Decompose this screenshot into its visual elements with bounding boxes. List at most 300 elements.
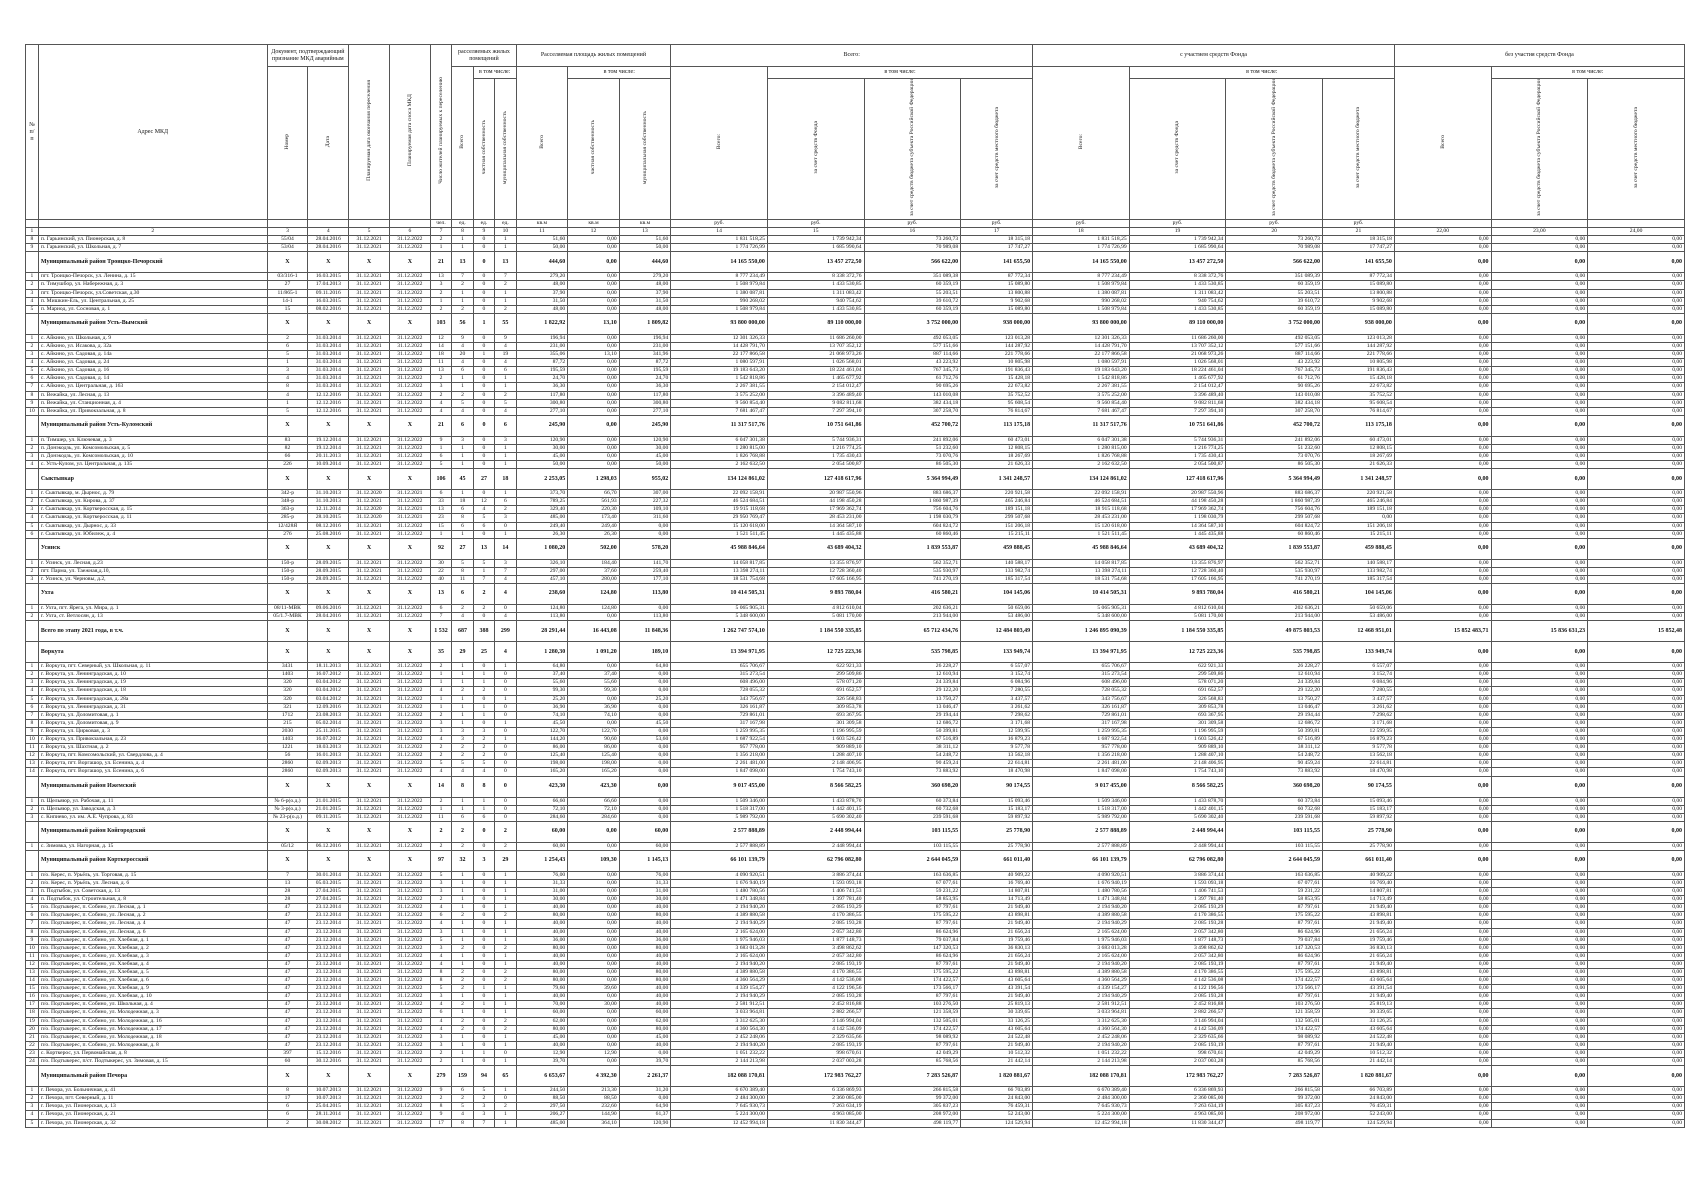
table-cell: 79,60 — [516, 985, 568, 993]
unit-cell: кв.м — [619, 220, 671, 228]
table-cell: 1 — [495, 695, 517, 703]
table-cell: 60,00 — [516, 821, 568, 842]
table-cell: 0,00 — [1491, 469, 1588, 490]
table-cell: 31.12.2021 — [349, 813, 390, 821]
table-cell: 13 — [452, 252, 473, 273]
table-cell: X — [267, 1066, 308, 1087]
table-body — [26, 236, 1685, 1127]
table-cell: 0,00 — [1394, 821, 1491, 842]
unit-cell: кв.м — [568, 220, 620, 228]
table-cell: 4 142 536,09 — [1129, 1025, 1226, 1033]
table-cell: 0 — [495, 679, 517, 687]
table-cell: 239 591,68 — [864, 813, 961, 821]
table-cell: 498 119,77 — [864, 1119, 961, 1127]
table-cell: 0,00 — [1491, 1066, 1588, 1087]
col-area-total-header: Всего — [516, 67, 568, 220]
table-cell: 279 — [430, 1066, 451, 1087]
table-cell: 0 — [473, 1058, 494, 1066]
table-cell: 55,60 — [568, 679, 620, 687]
table-cell: 21 656,24 — [1322, 928, 1394, 936]
table-cell: 60 359,19 — [1226, 305, 1323, 313]
table-cell: 22 — [26, 1041, 39, 1049]
table-cell: 12 725 223,36 — [767, 642, 864, 663]
table-cell: X — [389, 850, 430, 871]
table-cell: 124,80 — [568, 584, 620, 605]
table-row — [26, 727, 1685, 735]
table-cell: 21 949,40 — [961, 920, 1033, 928]
table-cell: 31.12.2022 — [389, 993, 430, 1001]
table-cell: 60 732,68 — [864, 805, 961, 813]
table-row — [26, 977, 1685, 985]
table-cell: 2 — [430, 711, 451, 719]
table-cell: 1 521 511,45 — [1033, 530, 1130, 538]
table-row — [26, 969, 1685, 977]
table-row — [26, 1095, 1685, 1103]
table-cell: 452 700,72 — [1226, 415, 1323, 436]
table-cell: X — [308, 538, 349, 559]
table-cell: 2 057 342,80 — [1129, 952, 1226, 960]
table-cell: 23.12.2014 — [308, 977, 349, 985]
table-cell: 125,40 — [516, 752, 568, 760]
table-cell: 19 183 643,20 — [1033, 367, 1130, 375]
table-cell: 1 — [267, 359, 308, 367]
col-cost-local-header: за счет средств местного бюджета — [961, 79, 1033, 220]
table-cell: 109,30 — [568, 850, 620, 871]
table-cell: 31.12.2022 — [389, 752, 430, 760]
table-cell: 1 603 526,42 — [1129, 736, 1226, 744]
table-cell: 50 399,81 — [864, 727, 961, 735]
table-cell: 31.12.2022 — [389, 842, 430, 850]
table-cell: 7 — [452, 273, 473, 281]
table-cell: 4 — [430, 952, 451, 960]
table-cell: 1 — [495, 289, 517, 297]
address-cell: п/о. Подтыкерес, п. Собино, ул. Молодежная, д. 8 — [38, 1041, 267, 1049]
table-cell: 0 — [473, 452, 494, 460]
table-cell: 1 311 083,42 — [1129, 289, 1226, 297]
table-cell: 66 101 139,79 — [1033, 850, 1130, 871]
table-cell: X — [267, 850, 308, 871]
group-summary-row — [26, 538, 1685, 559]
table-cell: 21 626,33 — [961, 461, 1033, 469]
column-numbers-row — [26, 228, 1685, 236]
table-cell: 47 — [267, 977, 308, 985]
table-cell: 10 751 641,86 — [1129, 415, 1226, 436]
table-cell: 31.12.2021 — [349, 273, 390, 281]
table-cell: 31.12.2022 — [389, 888, 430, 896]
table-cell: 0,00 — [1588, 498, 1685, 506]
table-cell: 0,00 — [568, 1033, 620, 1041]
table-cell: 1 — [473, 679, 494, 687]
table-cell: 6 — [26, 703, 39, 711]
table-cell: 86 505,30 — [864, 461, 961, 469]
table-cell: 175 595,22 — [864, 969, 961, 977]
table-cell: 1 259 995,35 — [671, 727, 768, 735]
table-cell: 45,00 — [619, 1033, 671, 1041]
table-cell: 70,00 — [516, 1001, 568, 1009]
table-cell: 33 126,25 — [961, 1017, 1033, 1025]
table-row — [26, 559, 1685, 567]
table-cell: 43 898,81 — [1322, 969, 1394, 977]
table-cell: 0,00 — [1588, 281, 1685, 289]
table-cell: 0 — [473, 904, 494, 912]
table-cell: 8 338 372,76 — [767, 273, 864, 281]
table-cell: 89 110 000,00 — [1129, 313, 1226, 334]
table-cell: 5 364 994,49 — [864, 469, 961, 490]
table-cell: 3 — [430, 993, 451, 1001]
table-cell: 31.12.2021 — [349, 679, 390, 687]
table-cell: 1 — [452, 711, 473, 719]
table-cell: 43 605,64 — [961, 1025, 1033, 1033]
table-cell: X — [349, 538, 390, 559]
table-cell: 2 644 045,59 — [1226, 850, 1323, 871]
address-cell: п. Гарьинский, ул. Пионерская, д. 8 — [38, 236, 267, 244]
table-cell: 198,00 — [516, 760, 568, 768]
address-cell: Муниципальный район Ижемский — [38, 776, 267, 797]
table-cell: 0,00 — [1491, 1033, 1588, 1041]
table-cell: 0 — [473, 928, 494, 936]
table-cell: X — [389, 821, 430, 842]
table-cell: 1 356 218,00 — [671, 752, 768, 760]
table-cell: 0,00 — [619, 1095, 671, 1103]
table-cell: 31.12.2021 — [349, 977, 390, 985]
table-cell: 14 428 791,70 — [671, 342, 768, 350]
table-cell: 0,00 — [1588, 952, 1685, 960]
address-cell: Воркута — [38, 642, 267, 663]
table-cell: 37,60 — [568, 567, 620, 575]
table-cell: 0,00 — [1491, 498, 1588, 506]
table-cell: 5 065 905,31 — [1033, 605, 1130, 613]
table-cell: 31.12.2021 — [349, 613, 390, 621]
group-summary-row — [26, 313, 1685, 334]
table-cell: 957 778,00 — [671, 744, 768, 752]
table-cell: 0,00 — [1491, 334, 1588, 342]
table-cell: 566 622,00 — [864, 252, 961, 273]
table-cell: 0,00 — [568, 273, 620, 281]
unit-cell: чел. — [430, 220, 451, 228]
table-cell: 21 949,40 — [961, 993, 1033, 1001]
table-cell: 6 084,96 — [1322, 679, 1394, 687]
table-cell: 15 852 483,71 — [1394, 621, 1491, 642]
table-cell: 0 — [473, 879, 494, 887]
table-cell: 0,00 — [1491, 273, 1588, 281]
table-cell: 1 — [26, 842, 39, 850]
table-cell: 31.12.2021 — [349, 305, 390, 313]
table-cell: 31.12.2022 — [389, 912, 430, 920]
table-cell: 2 — [26, 498, 39, 506]
table-cell: 31.12.2022 — [389, 391, 430, 399]
table-cell: 73 883,92 — [864, 768, 961, 776]
table-cell: 53 486,00 — [961, 613, 1033, 621]
table-cell: 16 769,40 — [1322, 879, 1394, 887]
table-cell: 0,00 — [1394, 1041, 1491, 1049]
table-cell: 0,00 — [1588, 1058, 1685, 1066]
table-cell: 19 759,46 — [961, 936, 1033, 944]
table-cell: 36,90 — [568, 703, 620, 711]
table-cell: 31.12.2021 — [349, 671, 390, 679]
table-cell: 31.03.2014 — [308, 351, 349, 359]
table-cell: 1 — [495, 383, 517, 391]
table-cell: 9 082 811,68 — [767, 399, 864, 407]
table-cell: 30.01.2014 — [308, 871, 349, 879]
table-cell: 15 428,18 — [1322, 375, 1394, 383]
table-cell: 0,00 — [568, 289, 620, 297]
table-cell: 0,00 — [1588, 642, 1685, 663]
table-cell: 4 — [452, 359, 473, 367]
table-cell: 0,00 — [568, 391, 620, 399]
table-cell: 6 — [452, 1087, 473, 1095]
table-cell: 909 889,10 — [767, 744, 864, 752]
address-cell: г. Воркута, ул. Привокзальная, д. 23 — [38, 736, 267, 744]
table-cell: 39,70 — [619, 1058, 671, 1066]
table-cell: 351 089,38 — [864, 273, 961, 281]
table-cell: 3 683 013,28 — [1033, 944, 1130, 952]
table-cell: 36,90 — [516, 703, 568, 711]
table-cell: 0,00 — [1588, 1009, 1685, 1017]
table-cell: 31.12.2021 — [349, 1001, 390, 1009]
table-cell: 661 011,40 — [1322, 850, 1394, 871]
address-cell: г. Воркута, ул. Доломитовая, д. 1 — [38, 711, 267, 719]
table-cell: 388 — [473, 621, 494, 642]
table-cell: 5 989 792,00 — [1033, 813, 1130, 821]
table-cell: 2 — [26, 613, 39, 621]
table-cell: 18.03.2013 — [308, 744, 349, 752]
table-cell: 16 879,23 — [1322, 736, 1394, 744]
table-cell: 80,00 — [516, 912, 568, 920]
group-summary-row — [26, 415, 1685, 436]
table-cell: 0,00 — [1491, 776, 1588, 797]
table-cell: 48,00 — [516, 281, 568, 289]
table-cell: 307 258,70 — [864, 407, 961, 415]
address-cell: с. Кипиево, ул. им. А.Е. Чупрова, д. 83 — [38, 813, 267, 821]
table-cell: 14 — [430, 776, 451, 797]
table-row — [26, 1025, 1685, 1033]
address-cell: п/о. Подтыкерес, п. Собино, ул. Хлебная, д. 1 — [38, 936, 267, 944]
table-cell: 22 614,81 — [1322, 760, 1394, 768]
table-cell: 244,50 — [516, 1087, 568, 1095]
table-cell: 05.03.2015 — [308, 879, 349, 887]
table-cell: 31.12.2022 — [389, 1087, 430, 1095]
table-cell: 2 581 912,51 — [671, 1001, 768, 1009]
table-cell: 31.12.2022 — [389, 407, 430, 415]
table-cell: 1 — [495, 1119, 517, 1127]
table-cell: 3 396 489,40 — [1129, 391, 1226, 399]
table-cell: 1221 — [267, 744, 308, 752]
table-cell: 0 — [473, 969, 494, 977]
table-cell: 0,00 — [1491, 490, 1588, 498]
table-cell: 1 — [473, 671, 494, 679]
table-cell: 3 152,74 — [961, 671, 1033, 679]
table-cell: 4 — [473, 768, 494, 776]
table-cell: 0,00 — [1394, 936, 1491, 944]
table-cell: 729 861,01 — [1033, 711, 1130, 719]
table-cell: 1 — [452, 1058, 473, 1066]
table-cell: 2 165 624,00 — [1033, 952, 1130, 960]
table-cell: 0,00 — [1394, 1033, 1491, 1041]
table-cell: 31.12.2021 — [349, 375, 390, 383]
table-cell: 64,90 — [619, 1103, 671, 1111]
table-cell: 31.12.2021 — [349, 752, 390, 760]
table-cell: 280,00 — [568, 575, 620, 583]
table-cell: 226 — [267, 461, 308, 469]
table-cell: 5 065 905,31 — [671, 605, 768, 613]
table-cell: 3 — [26, 506, 39, 514]
table-cell: 113,80 — [619, 584, 671, 605]
units-row — [26, 220, 1685, 228]
table-cell: 4 — [26, 1111, 39, 1119]
table-cell: 31.12.2022 — [389, 436, 430, 444]
table-cell: 31.12.2021 — [349, 1087, 390, 1095]
table-cell: 31.12.2020 — [349, 490, 390, 498]
table-cell: 0,00 — [1588, 679, 1685, 687]
table-cell: 1 — [452, 993, 473, 1001]
table-row — [26, 768, 1685, 776]
table-cell: 12.09.2016 — [308, 703, 349, 711]
table-cell: 0,00 — [1394, 797, 1491, 805]
table-cell: 0,00 — [1394, 944, 1491, 952]
table-cell: 0 — [495, 671, 517, 679]
table-cell: 12 686,72 — [864, 719, 961, 727]
table-cell: 0,00 — [1588, 813, 1685, 821]
table-cell: 172 983 762,27 — [1129, 1066, 1226, 1087]
table-cell: 13 707 352,12 — [767, 342, 864, 350]
table-cell: 0,00 — [1588, 1111, 1685, 1119]
table-cell: 40,00 — [619, 904, 671, 912]
address-cell: п/о. Подтыкерес, п. Собино, ул. Лесная, д. 1 — [38, 904, 267, 912]
table-cell: 1 774 726,99 — [671, 244, 768, 252]
table-cell: 231,00 — [619, 342, 671, 350]
table-cell: 7 — [26, 920, 39, 928]
table-cell: 151 206,18 — [1322, 522, 1394, 530]
table-cell: 0,00 — [1394, 842, 1491, 850]
table-cell: 0 — [473, 252, 494, 273]
table-cell: 0 — [495, 1095, 517, 1103]
table-cell: 0,00 — [1588, 359, 1685, 367]
table-cell: 0,00 — [1588, 399, 1685, 407]
table-cell: 9 — [26, 399, 39, 407]
table-cell: 6 — [267, 1111, 308, 1119]
table-cell: 90,60 — [568, 736, 620, 744]
table-cell: 23.12.2014 — [308, 1025, 349, 1033]
table-cell: 11/865-1 — [267, 289, 308, 297]
table-row — [26, 514, 1685, 522]
table-cell: 86 624,96 — [864, 928, 961, 936]
address-cell: п/о. Керес, п. Урьёль, ул. Торговая, д. 15 — [38, 871, 267, 879]
table-cell: 47 — [267, 1017, 308, 1025]
table-cell: 4 170 386,55 — [767, 912, 864, 920]
table-cell: 2 194 940,20 — [671, 960, 768, 968]
table-cell: 0,00 — [1394, 969, 1491, 977]
table-cell: 23.12.2014 — [308, 1017, 349, 1025]
address-cell: п/о. Керес, п. Урьёль, ул. Лесная, д. 6 — [38, 879, 267, 887]
table-cell: № 23-р(о.д.) — [267, 813, 308, 821]
table-cell: 608 496,00 — [671, 679, 768, 687]
table-cell: 0 — [473, 821, 494, 842]
table-row — [26, 752, 1685, 760]
table-cell: 31.12.2021 — [349, 1017, 390, 1025]
table-cell: 58 853,95 — [864, 896, 961, 904]
table-cell: 0,00 — [1394, 530, 1491, 538]
table-cell: 297,00 — [516, 567, 568, 575]
table-cell: 31.12.2021 — [349, 342, 390, 350]
col-number-header: № п/п — [26, 45, 39, 220]
table-cell: 13 046,47 — [1226, 703, 1323, 711]
table-cell: 0,00 — [1491, 575, 1588, 583]
table-cell: 16 879,23 — [961, 736, 1033, 744]
table-cell: 60 860,46 — [864, 530, 961, 538]
table-cell: 95 608,54 — [961, 399, 1033, 407]
table-cell: 0,00 — [568, 920, 620, 928]
table-cell: 307 258,70 — [1226, 407, 1323, 415]
table-cell: 1 — [26, 436, 39, 444]
table-cell: 0,00 — [1491, 1025, 1588, 1033]
table-cell: 9 577,78 — [961, 744, 1033, 752]
table-cell: 23.12.2014 — [308, 904, 349, 912]
table-cell: 0,00 — [619, 671, 671, 679]
table-cell: 492 053,05 — [1226, 334, 1323, 342]
table-cell: 562 352,71 — [864, 559, 961, 567]
table-cell: 7 298,62 — [1322, 711, 1394, 719]
table-cell: 0,00 — [1394, 719, 1491, 727]
table-cell: 299 509,86 — [767, 671, 864, 679]
table-cell: 174 422,57 — [1226, 977, 1323, 985]
table-cell: 20 987 550,96 — [1129, 490, 1226, 498]
table-cell: 133 982,74 — [961, 567, 1033, 575]
table-row — [26, 936, 1685, 944]
table-cell: 1 542 818,86 — [1033, 375, 1130, 383]
column-number-cell: 23,00 — [1491, 228, 1588, 236]
table-cell: 12 728 360,40 — [1129, 567, 1226, 575]
address-cell: г. Воркута, пгт. Воргашор, ул. Есенина, д. 4 — [38, 760, 267, 768]
table-cell: 50,00 — [516, 244, 568, 252]
table-cell: 0,00 — [1491, 391, 1588, 399]
table-cell: 67 077,61 — [864, 879, 961, 887]
table-cell: 73 883,92 — [1226, 768, 1323, 776]
column-number-cell: 12 — [568, 228, 620, 236]
table-cell: 45 988 846,64 — [671, 538, 768, 559]
table-cell: 134 124 861,02 — [1033, 469, 1130, 490]
table-cell: 48,00 — [516, 305, 568, 313]
table-cell: 22 092 158,91 — [671, 490, 768, 498]
table-cell: 90 174,55 — [1322, 776, 1394, 797]
table-cell: 11 830 344,47 — [1129, 1119, 1226, 1127]
address-cell: г. Сыктывкар, м. Дырнос, д. 79 — [38, 490, 267, 498]
table-cell: 0 — [473, 944, 494, 952]
table-cell: 2 194 940,20 — [1033, 904, 1130, 912]
table-cell: 397 — [267, 1049, 308, 1057]
table-cell: 191 836,43 — [961, 367, 1033, 375]
table-cell: 31.12.2022 — [389, 711, 430, 719]
table-cell: 47 — [267, 944, 308, 952]
table-cell: 1 532 — [430, 621, 451, 642]
table-cell: 46 524 684,51 — [1033, 498, 1130, 506]
table-cell: 05/12 — [267, 842, 308, 850]
table-cell: 4 — [495, 642, 517, 663]
table-cell: 8 — [267, 1087, 308, 1095]
table-cell: 0,00 — [1491, 1001, 1588, 1009]
table-cell: 12 301 326,33 — [671, 334, 768, 342]
table-row — [26, 605, 1685, 613]
table-cell: 98 089,92 — [864, 1033, 961, 1041]
table-cell: 47 — [267, 904, 308, 912]
table-cell: 1 480 780,56 — [1033, 888, 1130, 896]
table-cell: 195,59 — [619, 367, 671, 375]
table-cell: 47 — [267, 936, 308, 944]
table-cell: 0,00 — [1491, 896, 1588, 904]
table-cell: 64,80 — [619, 663, 671, 671]
table-cell: 159 — [452, 1066, 473, 1087]
table-cell: 14-1 — [267, 297, 308, 305]
table-cell: 4 090 920,51 — [1033, 871, 1130, 879]
